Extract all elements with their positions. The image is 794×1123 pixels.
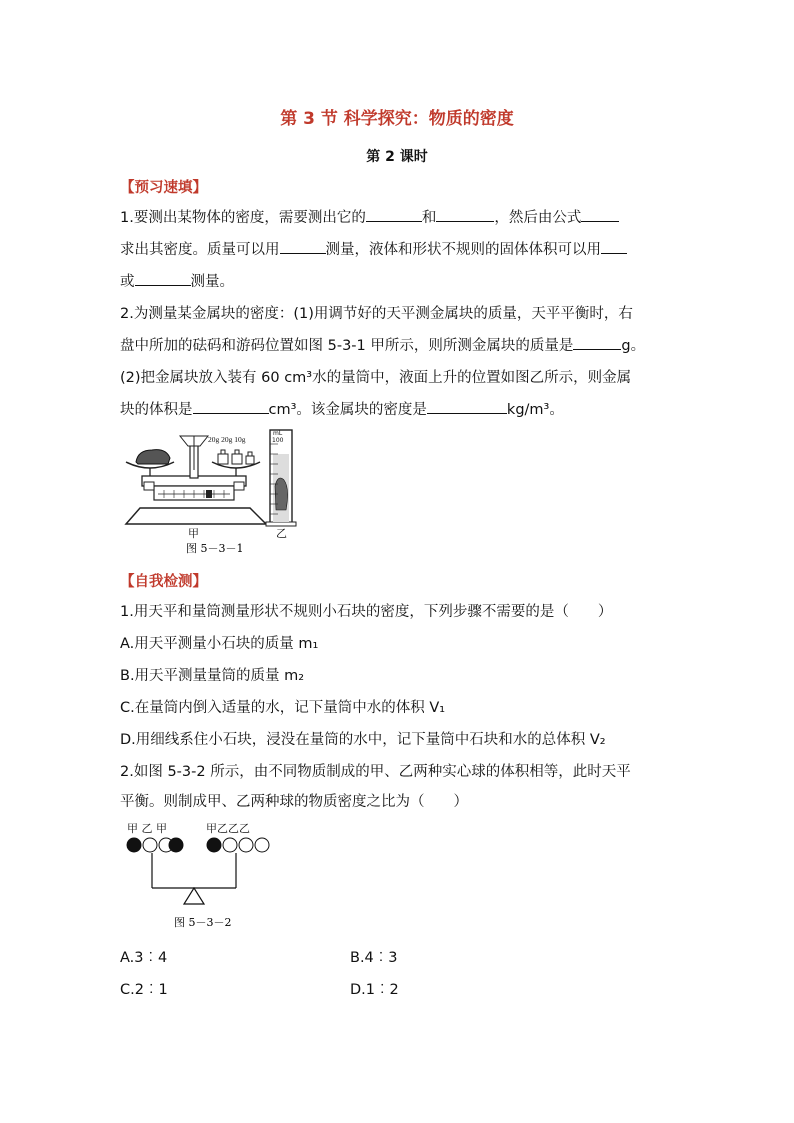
text: 块的体积是: [120, 402, 193, 418]
text: 1.要测出某物体的密度，需要测出它的: [120, 210, 366, 226]
self-question-1-option-b[interactable]: B.用天平测量量筒的质量 m₂: [120, 668, 305, 684]
text: 测量，液体和形状不规则的固体体积可以用: [325, 242, 601, 258]
answer-blank[interactable]: [581, 205, 619, 222]
pre-question-1-line-1: [120, 202, 690, 234]
answer-blank[interactable]: [366, 205, 422, 222]
figure-label-b: 乙: [276, 527, 287, 540]
answer-blank[interactable]: [427, 397, 507, 414]
self-question-1-option-c[interactable]: C.在量筒内倒入适量的水，记下量筒中水的体积 V₁: [120, 700, 446, 716]
page-title: 第 3 节 科学探究：物质的密度: [280, 109, 514, 129]
text: kg/m³。: [506, 402, 564, 418]
cylinder-unit: mL: [273, 430, 283, 437]
self-question-2-option-a[interactable]: A.3︰4: [120, 950, 168, 966]
answer-blank[interactable]: [601, 237, 627, 254]
cylinder-top-mark: 100: [272, 437, 284, 444]
weights-label: 20g 20g 10g: [208, 435, 246, 444]
text: cm³。该金属块的密度是: [268, 402, 427, 418]
figure-caption: 图 5－3－1: [186, 542, 244, 555]
figure-5-3-2: [124, 820, 274, 932]
right-pan-labels: 甲乙乙乙: [206, 822, 250, 835]
text: 和: [421, 210, 437, 226]
self-question-2-option-d[interactable]: D.1︰2: [350, 982, 399, 998]
balance-and-cylinder-illustration: [120, 424, 310, 556]
pre-question-2-line-4: [120, 394, 690, 426]
pre-question-2-line-3: (2)把金属块放入装有 60 cm³水的量筒中，液面上升的位置如图乙所示，则金属: [120, 370, 632, 386]
section-selfcheck-heading: 【自我检测】: [120, 574, 207, 590]
figure-caption: 图 5－3－2: [174, 916, 232, 929]
pre-question-2-line-1: 2.为测量某金属块的密度：(1)用调节好的天平测金属块的质量，天平平衡时，右: [120, 306, 633, 322]
left-pan-labels: 甲 乙 甲: [127, 822, 167, 835]
pre-question-1-line-3: [120, 266, 690, 298]
answer-blank[interactable]: [135, 269, 191, 286]
self-question-2-option-b[interactable]: B.4︰3: [350, 950, 398, 966]
figure-label-a: 甲: [188, 527, 199, 540]
answer-blank[interactable]: [280, 237, 326, 254]
text: 或: [120, 274, 135, 290]
self-question-2-line-2: 平衡。则制成甲、乙两种球的物质密度之比为（ ）: [120, 794, 468, 810]
self-question-2-line-1: 2.如图 5-3-2 所示，由不同物质制成的甲、乙两种实心球的体积相等，此时天平: [120, 764, 631, 780]
balance-with-spheres-illustration: [124, 820, 274, 932]
section-preview-heading: 【预习速填】: [120, 180, 207, 196]
answer-blank[interactable]: [193, 397, 269, 414]
self-question-1-option-a[interactable]: A.用天平测量小石块的质量 m₁: [120, 636, 319, 652]
text: g。: [621, 338, 646, 354]
figure-5-3-1: [120, 424, 310, 556]
page-subtitle: 第 2 课时: [366, 149, 428, 165]
text: 测量。: [190, 274, 234, 290]
pre-question-2-line-2: [120, 330, 690, 362]
self-question-2-option-c[interactable]: C.2︰1: [120, 982, 168, 998]
self-question-1-option-d[interactable]: D.用细线系住小石块，浸没在量筒的水中，记下量筒中石块和水的总体积 V₂: [120, 732, 606, 748]
text: 求出其密度。质量可以用: [120, 242, 280, 258]
text: 盘中所加的砝码和游码位置如图 5-3-1 甲所示，则所测金属块的质量是: [120, 338, 574, 354]
pre-question-1-line-2: [120, 234, 690, 266]
answer-blank[interactable]: [573, 333, 621, 350]
text: ，然后由公式: [494, 210, 582, 226]
self-question-1-stem: 1.用天平和量筒测量形状不规则小石块的密度，下列步骤不需要的是（ ）: [120, 604, 613, 620]
answer-blank[interactable]: [436, 205, 494, 222]
